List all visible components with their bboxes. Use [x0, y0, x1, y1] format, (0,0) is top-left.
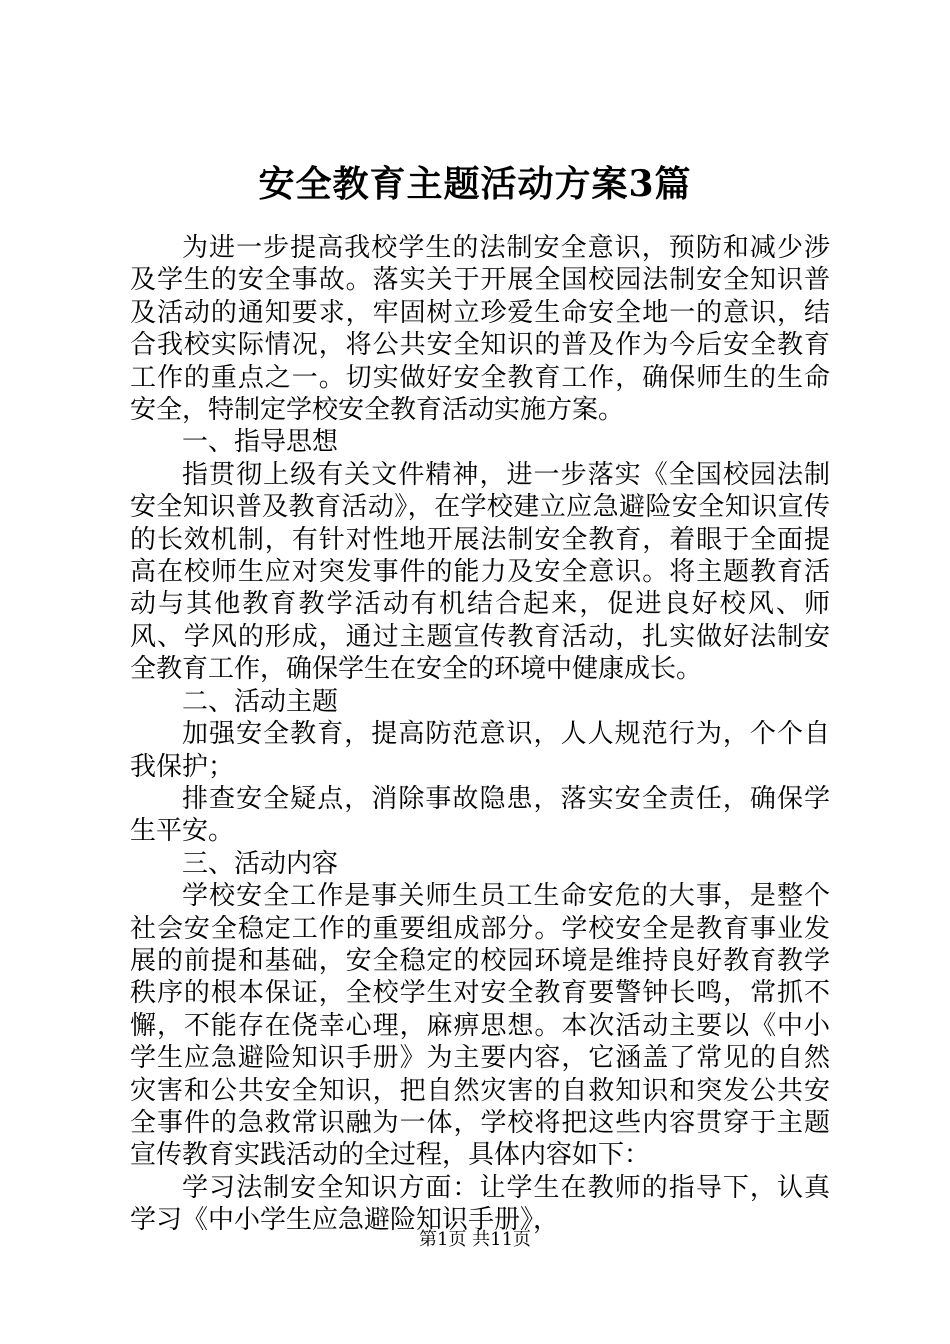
paragraph-theme-line-2: 排查安全疑点，消除事故隐患，落实安全责任，确保学生平安。 [130, 783, 830, 847]
heading-guiding-ideology: 一、指导思想 [182, 427, 339, 458]
paragraph-intro: 为进一步提高我校学生的法制安全意识，预防和减少涉及学生的安全事故。落实关于开展全国校园法制安全知识普及活动的通知要求，牢固树立珍爱生命安全地一的意识，结合我校实际情况，将公共安全知识的普及作为今后安全教育工作的重点之一。切实做好安全教育工作，确保师生的生命安全，特制定学校安全教育活动实施方案。 [130, 233, 830, 426]
paragraph-activity-content: 学校安全工作是事关师生员工生命安危的大事，是整个社会安全稳定工作的重要组成部分。学校安全是教育事业发展的前提和基础，安全稳定的校园环境是维持良好教育教学秩序的根本保证，全校学生对安全教育要警钟长鸣，常抓不懈，不能存在侥幸心理，麻痹思想。本次活动主要以《中小学生应急避险知识手册》为主要内容，它涵盖了常见的自然灾害和公共安全知识，把自然灾害的自救知识和突发公共安全事件的急救常识融为一体，学校将把这些内容贯穿于主题宣传教育实践活动的全过程，具体内容如下： [130, 881, 830, 1171]
paragraph-theme-line-1: 加强安全教育，提高防范意识，人人规范行为，个个自我保护； [130, 719, 830, 782]
paragraph-guiding-ideology: 指贯彻上级有关文件精神，进一步落实《全国校园法制安全知识普及教育活动》，在学校建立应急避险安全知识宣传的长效机制，有针对性地开展法制安全教育，着眼于全面提高在校师生应对突发事件的能力及安全意识。将主题教育活动与其他教育教学活动有机结合起来，促进良好校风、师风、学风的形成，通过主题宣传教育活动，扎实做好法制安全教育工作，确保学生在安全的环境中健康成长。 [130, 459, 830, 685]
page-number: 第1页 [418, 1229, 467, 1250]
document-body [130, 232, 830, 1237]
document-title: 安全教育主题活动方案3篇 [258, 163, 692, 205]
page-total: 共11页 [472, 1229, 532, 1250]
heading-activity-content: 三、活动内容 [182, 848, 339, 879]
page-footer [0, 1228, 950, 1252]
heading-activity-theme: 二、活动主题 [182, 686, 339, 717]
paragraph-law-safety-study: 学习法制安全知识方面：让学生在教师的指导下，认真学习《中小学生应急避险知识手册》， [130, 1172, 830, 1236]
